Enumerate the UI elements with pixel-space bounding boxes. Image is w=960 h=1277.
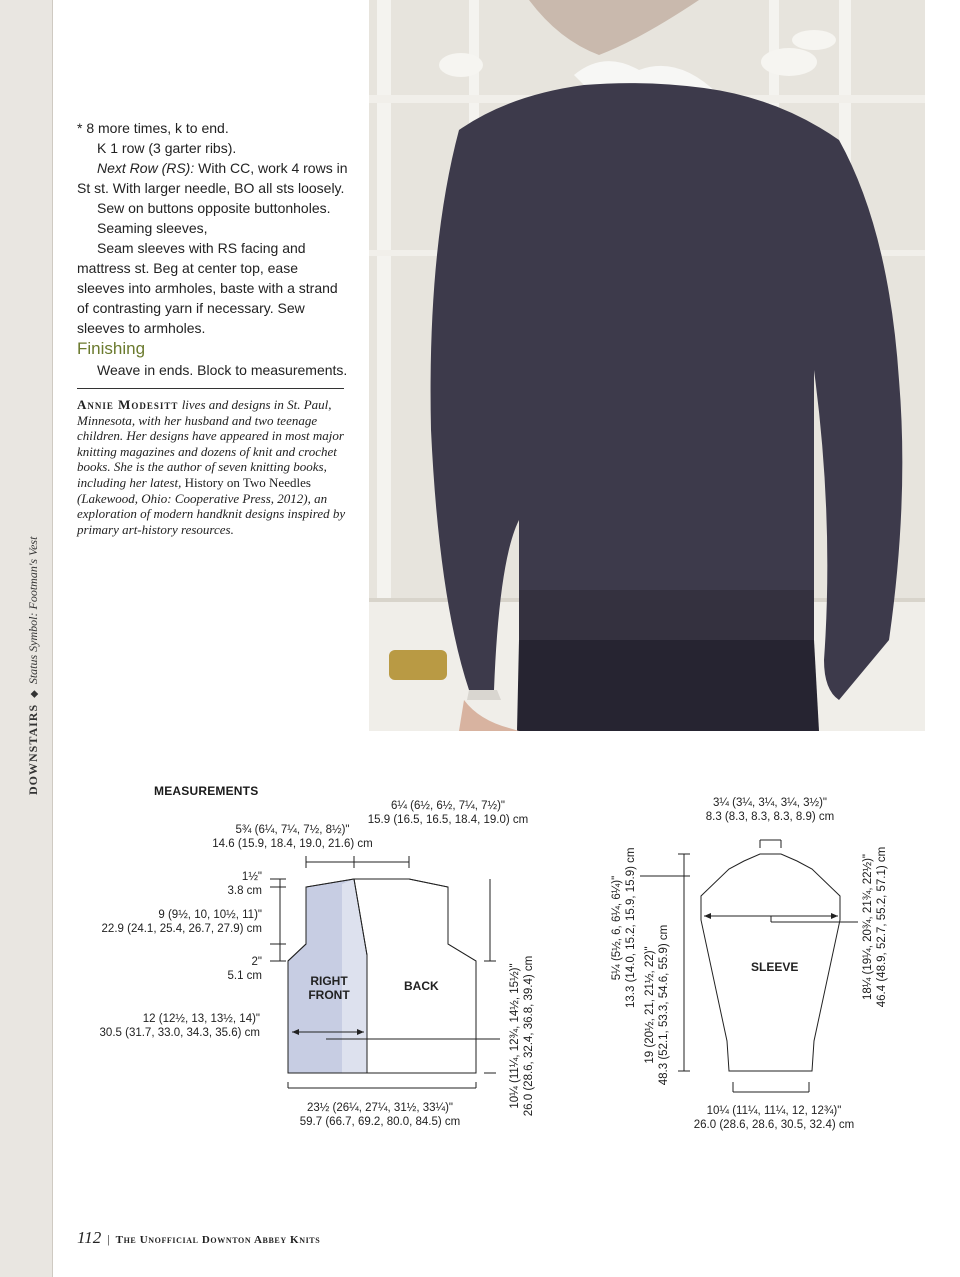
book-title-footer: The Unofficial Downton Abbey Knits	[115, 1234, 321, 1246]
bio-text-2: (Lakewood, Ohio: Cooperative Press, 2012), an exploration of modern handknit designs inspired by primary art-history resources.	[77, 490, 346, 537]
instruction-row-label: Next Row (RS):	[97, 160, 195, 176]
page-footer	[77, 1228, 320, 1248]
finishing-text: Weave in ends. Block to measurements.	[97, 362, 348, 378]
sleeve-label: SLEEVE	[751, 960, 799, 974]
armhole-label: 9 (9½, 10, 10½, 11)" 22.9 (24.1, 25.4, 26.7, 27.9) cm	[101, 909, 262, 935]
book-title: History on Two Needles	[184, 474, 311, 490]
shoulder-label: 5¾ (6¼, 7¼, 7½, 8½)" 14.6 (15.9, 18.4, 19.0, 21.6) cm	[212, 824, 373, 850]
cap-height-label: 5¼ (5½, 6, 6¼, 6¼)" 13.3 (14.0, 15.2, 15.9, 15.9) cm	[611, 847, 637, 1008]
back-piece	[354, 879, 476, 1073]
section-subtitle: Status Symbol: Footman's Vest	[26, 536, 40, 685]
instruction-line: K 1 row (3 garter ribs).	[97, 140, 237, 156]
diamond-icon: ◆	[29, 690, 40, 698]
measurements-title: MEASUREMENTS	[154, 784, 259, 798]
upper-arm-label: 18¼ (19¼, 20¾, 21¾, 22½)" 46.4 (48.9, 52.7, 55.2, 57.1) cm	[862, 846, 888, 1008]
instruction-line: * 8 more times, k to end.	[77, 120, 229, 136]
section-name: DOWNSTAIRS	[26, 703, 40, 795]
length-label: 10¼ (11¼, 12¾, 14½, 15½)" 26.0 (28.6, 32.4, 36.8, 39.4) cm	[509, 955, 535, 1117]
back-label: BACK	[404, 979, 439, 993]
underarm-label: 2" 5.1 cm	[227, 956, 262, 982]
sleeve-length-label: 19 (20½, 21, 21½, 22)" 48.3 (52.1, 53.3, 54.6, 55.9) cm	[644, 924, 670, 1086]
shoulder-drop-label: 1½" 3.8 cm	[227, 871, 262, 897]
bio-text: lives and designs in St. Paul, Minnesota, with her husband and two teenage children. Her designs have appeared in most major knitting magazines and dozens of knit and crochet books. She is the author of seven knitting books, including her latest,	[77, 397, 344, 490]
front-width-label: 12 (12½, 13, 13½, 14)" 30.5 (31.7, 33.0, 34.3, 35.6) cm	[99, 1013, 260, 1039]
footer-separator: |	[107, 1232, 110, 1246]
back-width-label: 23½ (26¼, 27¼, 31½, 33¼)" 59.7 (66.7, 69.2, 80.0, 84.5) cm	[299, 1102, 461, 1128]
right-front-label: RIGHT FRONT	[308, 974, 350, 1002]
instruction-line: Seam sleeves with RS facing and mattress st. Beg at center top, ease sleeves into armholes, baste with a strand of contrasting yarn if necessary. Sew sleeves to armholes.	[77, 240, 338, 336]
page-number: 112	[77, 1228, 102, 1247]
finishing-heading: Finishing	[77, 339, 146, 358]
cap-top-label: 3¼ (3¼, 3¼, 3¼, 3½)" 8.3 (8.3, 8.3, 8.3, 8.9) cm	[705, 797, 835, 823]
instruction-line: Seaming sleeves,	[97, 220, 208, 236]
instruction-row-text: With CC, work 4 rows in St st. With larger needle, BO all sts loosely.	[77, 160, 348, 196]
neck-width-label: 6¼ (6½, 6½, 7¼, 7½)" 15.9 (16.5, 16.5, 18.4, 19.0) cm	[367, 800, 529, 826]
author-name: Annie Modesitt	[77, 397, 179, 412]
instruction-line: Sew on buttons opposite buttonholes.	[97, 200, 331, 216]
cuff-label: 10¼ (11¼, 11¼, 12, 12¾)" 26.0 (28.6, 28.6, 30.5, 32.4) cm	[693, 1105, 855, 1131]
